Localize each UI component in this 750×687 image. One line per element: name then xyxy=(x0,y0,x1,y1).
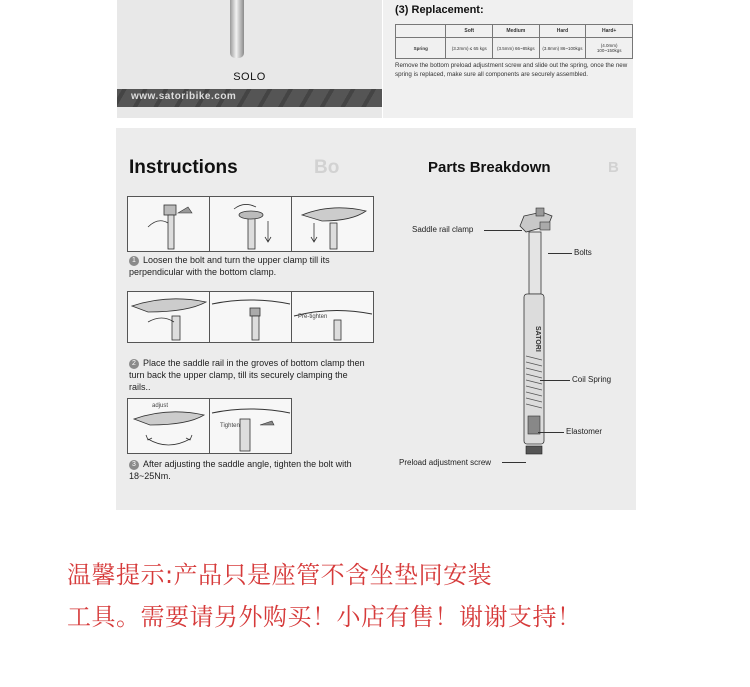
notice-line-2: 工具。需要请另外购买！小店有售！谢谢支持！ xyxy=(67,603,582,631)
leader-saddle-rail-clamp xyxy=(484,230,522,231)
cell-hard-plus: (4.0mm) 100~150kgs xyxy=(586,38,633,59)
label-preload-screw: Preload adjustment screw xyxy=(399,458,492,467)
step-3-number: 3 xyxy=(129,460,139,470)
step3-panel-a xyxy=(127,398,210,454)
replacement-manual-page xyxy=(383,0,633,118)
tighten-label: Tighten xyxy=(220,423,240,429)
leader-elastomer xyxy=(538,432,564,433)
rail-clamp-illustration xyxy=(210,292,291,342)
clamp-loosen-illustration xyxy=(128,197,209,251)
step-1-number: 1 xyxy=(129,256,139,266)
clamp-rotate-illustration xyxy=(210,197,291,251)
leader-bolts xyxy=(548,253,572,254)
step2-panel-a xyxy=(127,291,210,343)
website-url: www.satoribike.com xyxy=(131,91,237,102)
cell-medium: (3.5mm) 66~85kgs xyxy=(493,38,540,59)
angle-adjust-illustration xyxy=(128,399,209,453)
step-1 xyxy=(129,254,369,278)
step-2 xyxy=(129,357,369,393)
replacement-note: Remove the bottom preload adjustment screw and slide out the spring, once the new spring is replaced, make sure all components are securely assembled. xyxy=(395,62,628,78)
label-coil-spring: Coil Spring xyxy=(572,375,612,384)
label-elastomer: Elastomer xyxy=(566,427,603,436)
step-3 xyxy=(129,458,369,482)
cell-hard: (3.8mm) 86~100kgs xyxy=(539,38,586,59)
table-corner xyxy=(396,25,446,38)
seatpost-parts-diagram xyxy=(496,206,576,474)
instructions-title: Instructions xyxy=(129,157,238,178)
instructions-manual-page xyxy=(116,128,636,510)
step2-panel-c xyxy=(291,291,374,343)
step-2-number: 2 xyxy=(129,359,139,369)
top-left-manual-page xyxy=(117,0,382,118)
step1-panel-a xyxy=(127,196,210,252)
cell-soft: (3.2mm) ≤ 65 kgs xyxy=(446,38,493,59)
parts-breakdown-title: Parts Breakdown xyxy=(428,159,551,176)
bleed-through-text: Bo xyxy=(314,157,340,178)
leader-preload-screw xyxy=(502,462,526,463)
label-bolts: Bolts xyxy=(574,248,592,257)
saddle-place-illustration xyxy=(292,197,373,251)
label-saddle-rail-clamp: Saddle rail clamp xyxy=(412,225,474,234)
row-label-spring: Spring xyxy=(396,38,446,59)
spring-spec-table xyxy=(395,24,633,59)
header-hard: Hard xyxy=(539,25,586,38)
header-soft: Soft xyxy=(446,25,493,38)
step1-panel-c xyxy=(291,196,374,252)
step2-panel-b xyxy=(209,291,292,343)
replacement-title: (3) Replacement: xyxy=(395,4,484,16)
url-banner xyxy=(117,89,382,107)
notice-line-1: 温馨提示:产品只是座管不含坐垫同安装 xyxy=(67,561,493,589)
step-3-text: After adjusting the saddle angle, tighten the bolt with 18~25Nm. xyxy=(129,459,352,481)
header-hard-plus: Hard+ xyxy=(586,25,633,38)
step-2-text: Place the saddle rail in the groves of bottom clamp then turn back the upper clamp, till its securely clamping the rails.. xyxy=(129,358,365,392)
preload-screw-icon xyxy=(526,446,542,454)
product-label: SOLO xyxy=(233,71,266,83)
leader-coil-spring xyxy=(540,380,570,381)
post-brand-text: SATORI xyxy=(534,326,541,352)
step1-panel-b xyxy=(209,196,292,252)
pre-tighten-label: Pre-tighten xyxy=(298,314,328,320)
step-1-text: Loosen the bolt and turn the upper clamp till its perpendicular with the bottom clamp. xyxy=(129,255,330,277)
bleed-through-text-right: B xyxy=(608,159,619,176)
header-medium: Medium xyxy=(493,25,540,38)
rail-insert-illustration xyxy=(128,292,209,342)
seatpost-illustration xyxy=(230,0,244,58)
adjust-label: adjust xyxy=(152,403,169,409)
step3-panel-b xyxy=(209,398,292,454)
